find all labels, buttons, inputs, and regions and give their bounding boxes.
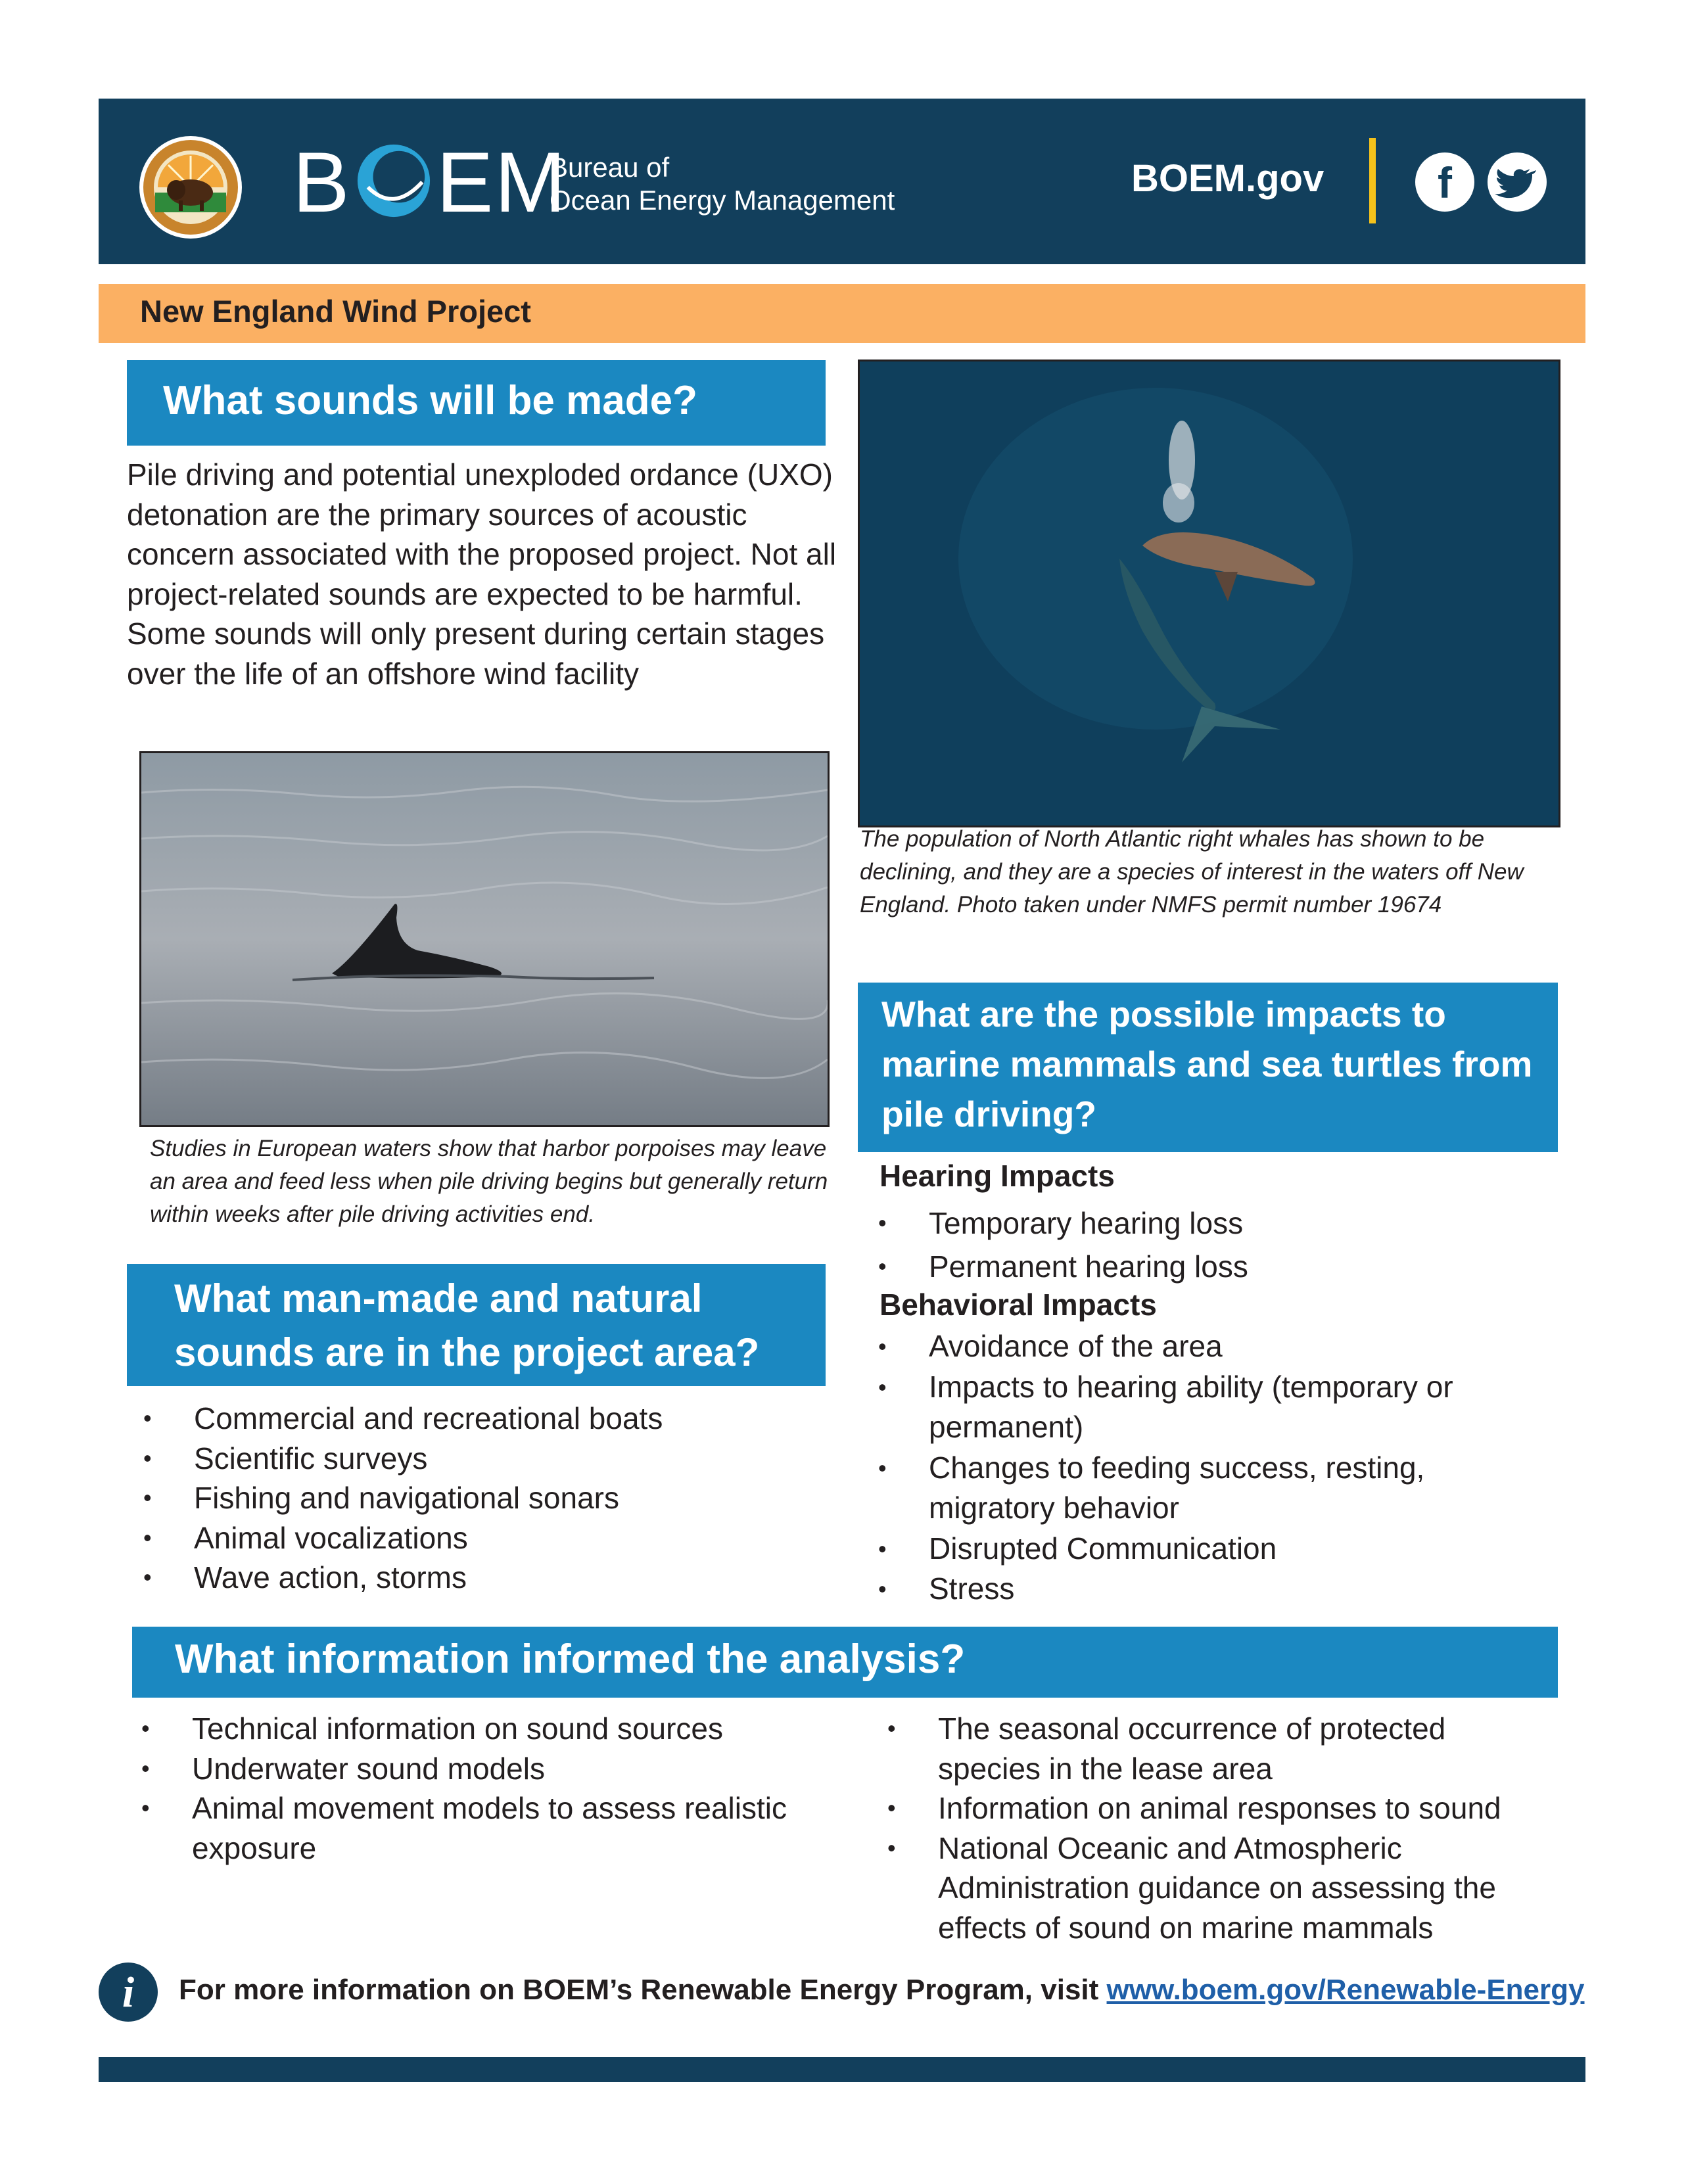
list-item: • Changes to feeding success, resting, migratory behavior — [929, 1448, 1534, 1529]
project-name: New England Wind Project — [140, 294, 531, 329]
list-item: • Commercial and recreational boats — [194, 1399, 785, 1439]
intro-paragraph: Pile driving and potential unexploded ordance (UXO) detonation are the primary sources of acoustic concern associated with the proposed project. Not all project-related sounds are expected to be harmful. Some sounds will only present during certain stages over the life of an offshore wind facility — [127, 457, 837, 691]
whale-caption: The population of North Atlantic right whales has shown to be declining, and they are a species of interest in the waters off New England. Photo taken under NMFS permit number 19674 — [860, 826, 1524, 918]
section-heading-sounds — [127, 360, 826, 446]
section-heading-text: What are the possible impacts to marine mammals and sea turtles from pile driving? — [881, 994, 1533, 1134]
header-divider — [1369, 138, 1376, 223]
site-header — [99, 99, 1585, 264]
behavioral-impacts-heading: Behavioral Impacts — [879, 1288, 1157, 1322]
project-bar — [99, 284, 1585, 343]
list-item: • Technical information on sound sources — [192, 1709, 816, 1749]
list-item: • Permanent hearing loss — [929, 1245, 1534, 1288]
bureau-line-2: Ocean Energy Management — [550, 185, 895, 216]
list-item: • Disrupted Communication — [929, 1529, 1534, 1569]
list-item: • National Oceanic and Atmospheric Administration guidance on assessing the effects of sound on marine mammals — [938, 1828, 1549, 1948]
bureau-line-1: Bureau of — [550, 152, 670, 183]
list-item: • Stress — [929, 1569, 1534, 1610]
list-item: • Scientific surveys — [194, 1439, 785, 1479]
section-heading-text: What sounds will be made? — [163, 378, 697, 423]
list-item: • Underwater sound models — [192, 1749, 816, 1789]
section-heading-impacts — [858, 983, 1558, 1152]
list-item: • Impacts to hearing ability (temporary or permanent) — [929, 1367, 1534, 1448]
footer-bar — [99, 2057, 1585, 2082]
more-info-text — [179, 1974, 1585, 2007]
twitter-icon[interactable] — [1488, 152, 1547, 212]
list-item: • Temporary hearing loss — [929, 1201, 1534, 1245]
renewable-energy-link[interactable]: www.boem.gov/Renewable-Energy — [1106, 1974, 1585, 2006]
boem-o-wave-icon — [355, 142, 433, 220]
boem-wordmark: B EM — [293, 134, 567, 230]
hearing-impacts-list — [929, 1201, 1534, 1288]
list-item: • Fishing and navigational sonars — [194, 1478, 785, 1518]
manmade-sounds-list — [194, 1399, 785, 1598]
harbor-porpoise-photo — [139, 751, 830, 1127]
list-item: • Animal vocalizations — [194, 1518, 785, 1558]
site-link[interactable]: BOEM.gov — [1131, 157, 1325, 200]
list-item: • Animal movement models to assess realistic exposure — [192, 1788, 816, 1868]
facebook-icon[interactable]: f — [1415, 152, 1474, 212]
behavioral-impacts-list — [929, 1326, 1534, 1610]
section-heading-manmade-sounds — [127, 1264, 826, 1386]
info-icon: i — [99, 1963, 158, 2022]
analysis-list-right — [938, 1709, 1549, 1947]
analysis-list-left — [192, 1709, 816, 1868]
right-whale-photo — [858, 360, 1560, 827]
bureau-name — [550, 151, 895, 217]
list-item: • Information on animal responses to sound — [938, 1788, 1549, 1828]
interior-seal-logo — [138, 135, 243, 240]
list-item: • The seasonal occurrence of protected species in the lease area — [938, 1709, 1549, 1788]
list-item: • Avoidance of the area — [929, 1326, 1534, 1367]
list-item: • Wave action, storms — [194, 1558, 785, 1598]
twitter-bird-icon — [1488, 152, 1547, 212]
porpoise-caption: Studies in European waters show that harbor porpoises may leave an area and feed less when pile driving begins but generally return within weeks after pile driving activities end. — [150, 1136, 828, 1227]
section-heading-text: What man-made and natural sounds are in the project area? — [174, 1276, 760, 1374]
more-info-label: For more information on BOEM’s Renewable Energy Program, visit — [179, 1974, 1107, 2006]
section-heading-text: What information informed the analysis? — [175, 1637, 966, 1682]
hearing-impacts-heading: Hearing Impacts — [879, 1159, 1115, 1193]
section-heading-analysis — [132, 1627, 1558, 1698]
